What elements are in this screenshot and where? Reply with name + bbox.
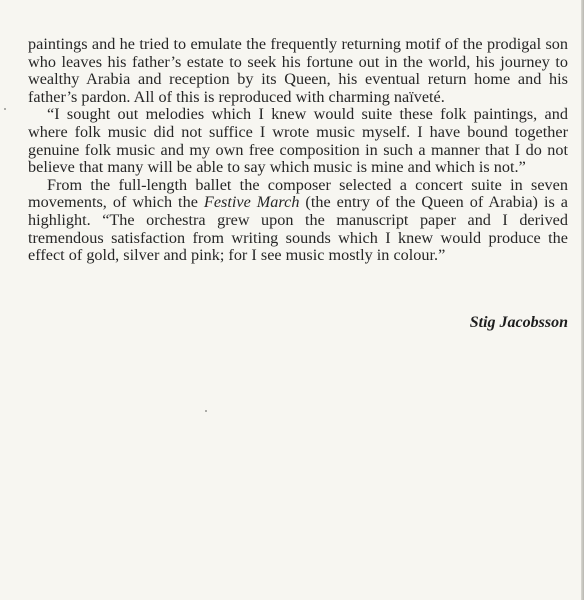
author-signature: Stig Jacobsson [469, 314, 568, 331]
paragraph-composer-quote [28, 106, 568, 176]
scan-speck [4, 108, 6, 110]
paragraph-3-text-before: From the full-length ballet the composer selected a concert suite in seven movements, of which the [28, 175, 568, 212]
scan-speck [205, 410, 207, 412]
paragraph-2-text: “I sought out melodies which I knew would suite these folk paintings, and where folk music did not suffice I wrote music myself. I have bound together genuine folk music and my own free composition in such a manner that I do not believe that many will be able to say which music is mine and which is not.” [28, 105, 568, 177]
paragraph-concert-suite [28, 177, 568, 265]
paragraph-continuation [28, 36, 568, 106]
paragraph-1-text: paintings and he tried to emulate the frequently returning motif of the prodigal son who leaves his father’s estate to seek his fortune out in the world, his journey to wealthy Arabia and reception by its Queen, his eventual return home and his father’s pardon. All of this is reproduced with charming naïveté. [28, 35, 568, 106]
article-body [28, 36, 568, 265]
work-title-festive-march: Festive March [203, 193, 300, 212]
paragraph-3-text-after: (the entry of the Queen of Arabia) is a highlight. “The orchestra grew upon the manuscript paper and I derived tremendous satisfaction from writing sounds which I knew would produce the effect of gold, silver and pink; for I see music mostly in colour.” [28, 193, 568, 265]
